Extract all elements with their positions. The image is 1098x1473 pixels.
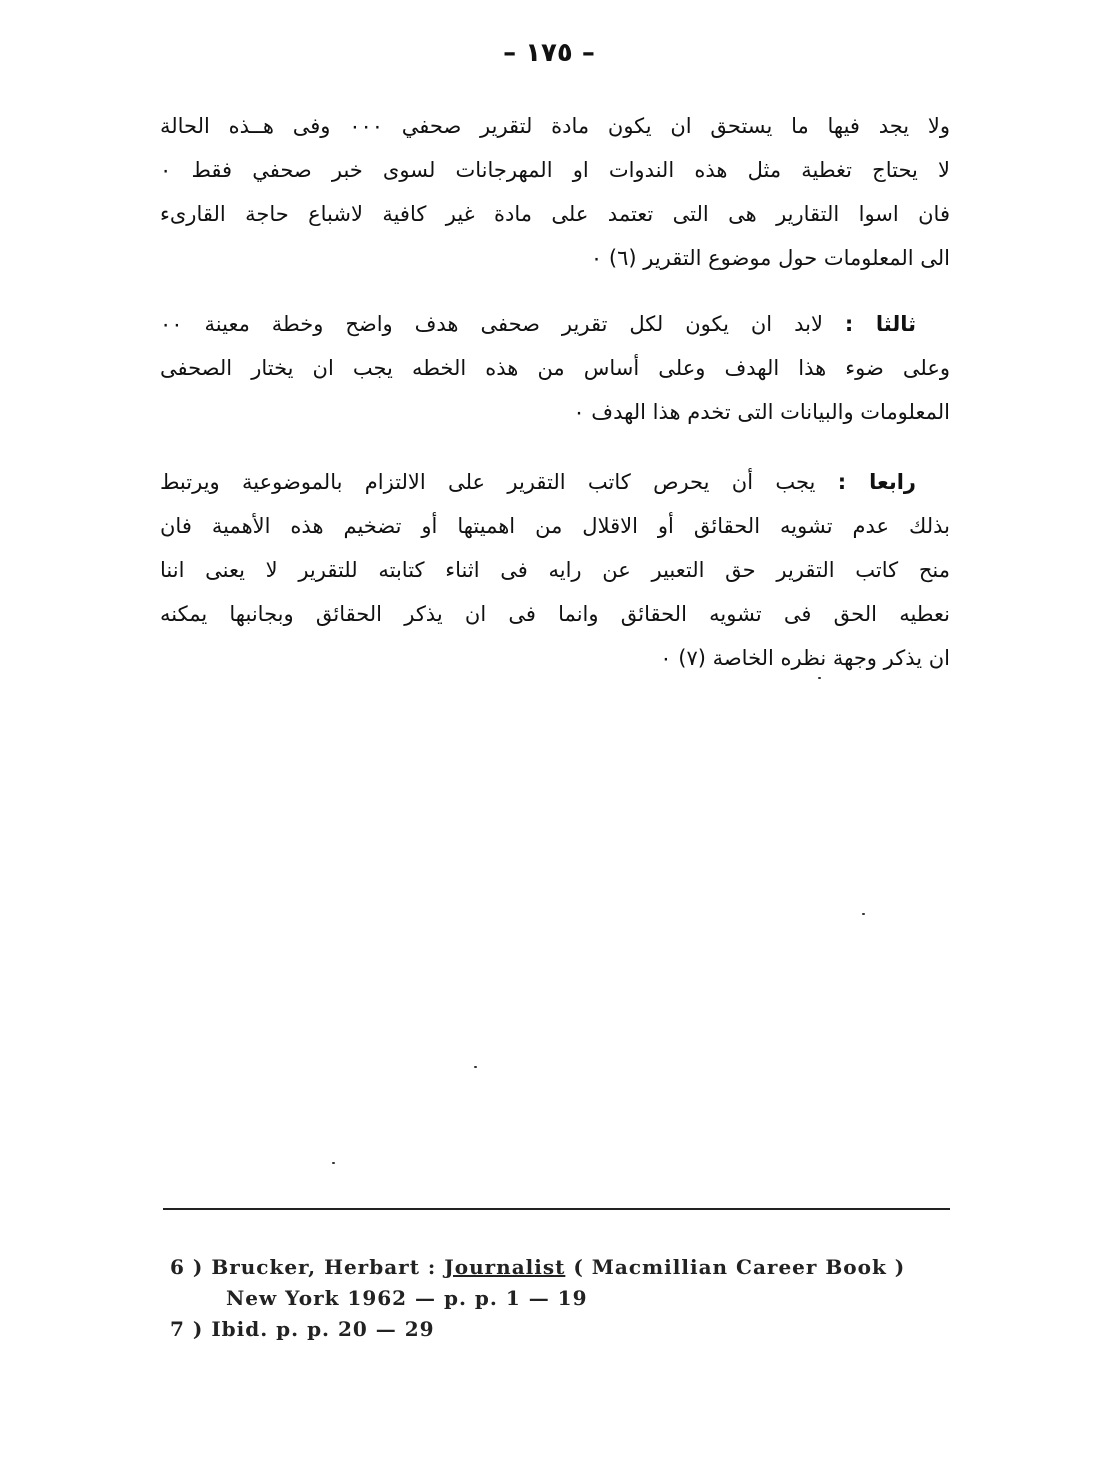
footnote-author: Brucker, Herbart : <box>211 1255 437 1279</box>
paragraph-line: نعطيه الحق فى تشويه الحقائق وانما فى ان يذكر الحقائق وبجانبها يمكنه <box>160 602 950 626</box>
footnote-separator <box>163 1208 950 1210</box>
footnote-text: Ibid. p. p. 20 — 29 <box>211 1317 435 1341</box>
paragraph-line: وعلى ضوء هذا الهدف وعلى أساس من هذه الخطه يجب ان يختار الصحفى <box>160 356 950 380</box>
page-number: – ١٧٥ – <box>503 38 595 68</box>
footnote-6 <box>170 1252 950 1283</box>
paragraph-line: لابد ان يكون لكل تقرير صحفى هدف واضح وخطة معينة ٠٠ <box>160 312 823 336</box>
paragraph-2 <box>160 302 950 434</box>
footnote-publisher: ( Macmillian Career Book ) <box>573 1255 906 1279</box>
paragraph-lead: ثالثا : <box>844 312 916 336</box>
paragraph-line: لا يحتاج تغطية مثل هذه الندوات او المهرجانات لسوى خبر صحفي فقط ٠ <box>160 158 950 182</box>
paragraph-1 <box>160 104 950 280</box>
footnote-marker: 7 ) <box>170 1317 204 1341</box>
footnotes <box>170 1252 950 1345</box>
scan-speck <box>332 1162 335 1164</box>
paragraph-line: منح كاتب التقرير حق التعبير عن رايه فى اثناء كتابته للتقرير لا يعنى اننا <box>160 558 950 582</box>
paragraph-line: الى المعلومات حول موضوع التقرير (٦) ٠ <box>590 246 950 270</box>
footnote-6-continued: New York 1962 — p. p. 1 — 19 <box>226 1286 588 1310</box>
paragraph-first-line <box>160 460 950 504</box>
paragraph-line: ان يذكر وجهة نظره الخاصة (٧) ٠ <box>660 646 950 670</box>
paragraph-3 <box>160 460 950 680</box>
scan-speck <box>474 1066 477 1068</box>
scan-speck <box>862 913 865 915</box>
paragraph-first-line <box>160 302 950 346</box>
paragraph-line: يجب أن يحرص كاتب التقرير على الالتزام بالموضوعية ويرتبط <box>160 470 816 494</box>
paragraph-line: بذلك عدم تشويه الحقائق أو الاقلال من اهميتها أو تضخيم هذه الأهمية فان <box>160 514 950 538</box>
paragraph-lead: رابعا : <box>837 470 916 494</box>
footnote-title: Journalist <box>444 1255 566 1279</box>
footnote-marker: 6 ) <box>170 1255 204 1279</box>
paragraph-line: ولا يجد فيها ما يستحق ان يكون مادة لتقرير صحفي ٠٠٠ وفى هــذه الحالة <box>160 114 950 138</box>
scan-speck <box>818 677 821 679</box>
paragraph-line: المعلومات والبيانات التى تخدم هذا الهدف ٠ <box>573 400 950 424</box>
footnote-7 <box>170 1314 950 1345</box>
paragraph-line: فان اسوا التقارير هى التى تعتمد على مادة غير كافية لاشباع حاجة القارىء <box>160 202 950 226</box>
